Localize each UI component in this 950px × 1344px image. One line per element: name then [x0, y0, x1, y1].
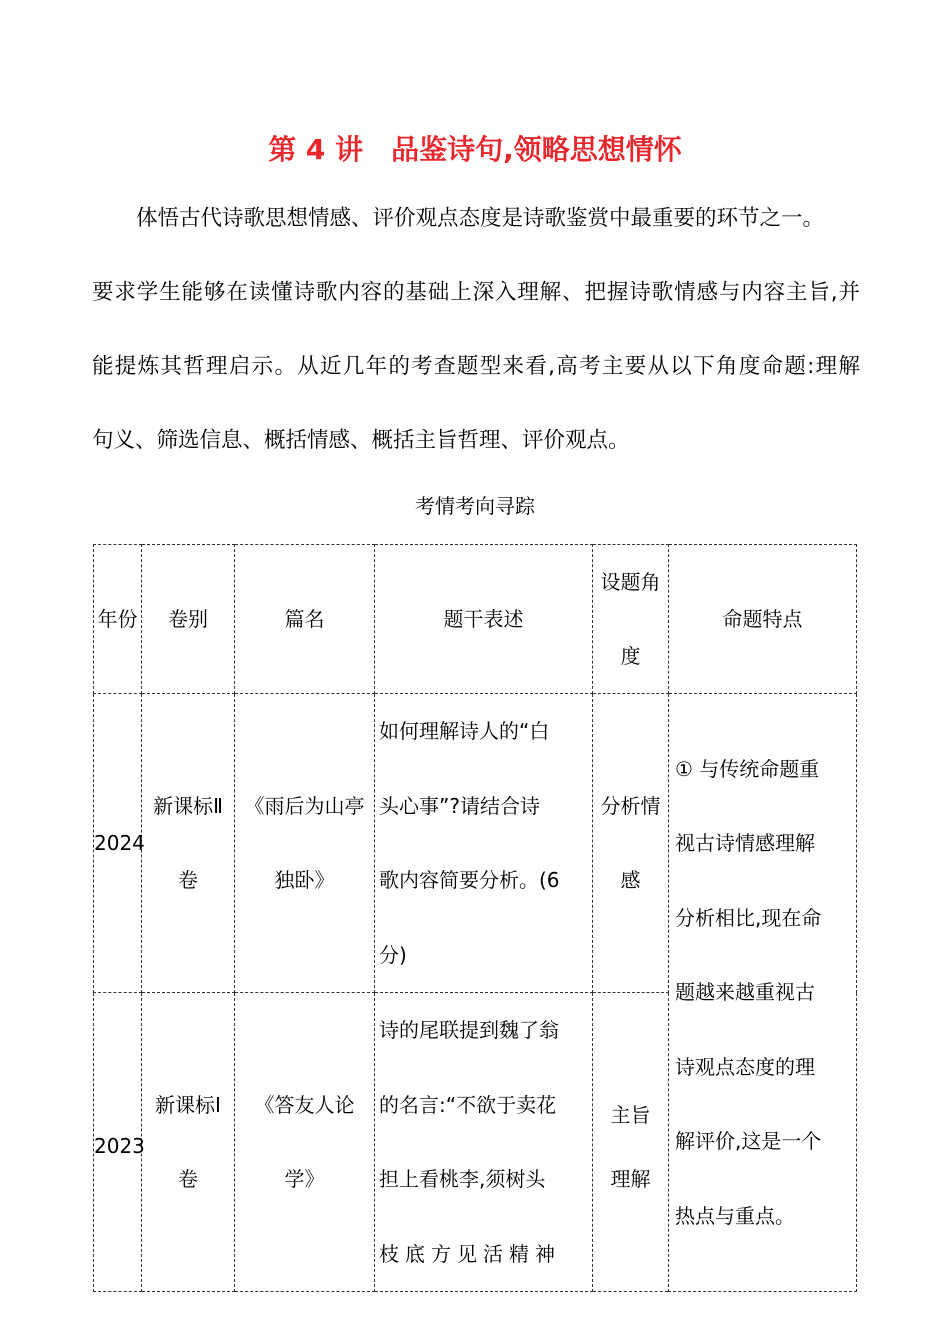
page-title	[0, 128, 950, 172]
cell-feature	[669, 694, 857, 1292]
header-question: 题干表述	[375, 545, 593, 694]
feature-line: ① 与传统命题重	[675, 756, 820, 781]
cell-paper-line: 新课标Ⅰ	[155, 1093, 221, 1117]
cell-paper-line: 新课标Ⅱ	[153, 794, 223, 818]
lecture-number: 第 4 讲	[268, 133, 364, 166]
header-year: 年份	[94, 545, 142, 694]
header-angle-line: 设题角	[600, 570, 661, 594]
header-angle	[593, 545, 669, 694]
cell-question	[375, 694, 593, 993]
lecture-topic: 品鉴诗句,领略思想情怀	[391, 133, 682, 166]
cell-question	[375, 993, 593, 1292]
question-line: 的名言:“不欲于卖花	[379, 1092, 557, 1117]
cell-angle-line: 感	[620, 868, 641, 892]
cell-angle-line: 理解	[610, 1166, 651, 1191]
cell-poem	[235, 694, 375, 993]
exam-table	[93, 544, 857, 1292]
cell-poem-line: 《答友人论	[254, 1093, 355, 1117]
cell-paper	[142, 993, 235, 1292]
feature-line: 热点与重点。	[675, 1203, 795, 1228]
feature-line: 诗观点态度的理	[675, 1054, 815, 1079]
cell-angle	[593, 694, 669, 993]
intro-paragraph	[92, 192, 860, 488]
header-poem: 篇名	[235, 545, 375, 694]
feature-line: 题越来越重视古	[675, 980, 815, 1005]
cell-angle	[593, 993, 669, 1292]
question-line: 枝底方见活精神	[379, 1241, 561, 1266]
question-line: 歌内容简要分析。(6	[379, 868, 560, 892]
header-paper: 卷别	[142, 545, 235, 694]
question-line: 诗的尾联提到魏了翁	[379, 1018, 559, 1042]
cell-angle-line: 分析情	[600, 794, 661, 818]
cell-poem	[235, 993, 375, 1292]
cell-poem-line: 独卧》	[274, 868, 335, 892]
cell-year: 2024	[94, 694, 142, 993]
table-header-row	[94, 545, 857, 694]
intro-line: 体悟古代诗歌思想情感、评价观点态度是诗歌鉴赏中最重要的环节之一。	[136, 206, 825, 231]
cell-angle-line: 主旨	[610, 1102, 651, 1127]
question-line: 担上看桃李,须树头	[379, 1167, 546, 1191]
intro-line: 能提炼其哲理启示。从近几年的考查题型来看,高考主要从以下角度命题:理解	[92, 354, 860, 379]
cell-paper	[142, 694, 235, 993]
intro-line: 句义、筛选信息、概括情感、概括主旨哲理、评价观点。	[92, 428, 630, 453]
feature-line: 解评价,这是一个	[675, 1129, 822, 1154]
cell-paper-line: 卷	[178, 1167, 198, 1191]
cell-poem-line: 学》	[284, 1167, 325, 1191]
cell-paper-line: 卷	[178, 868, 198, 892]
feature-line: 分析相比,现在命	[675, 905, 822, 930]
table-caption: 考情考向寻踪	[415, 494, 535, 518]
intro-line: 要求学生能够在读懂诗歌内容的基础上深入理解、把握诗歌情感与内容主旨,并	[92, 280, 860, 305]
question-line: 如何理解诗人的“白	[379, 719, 550, 743]
table-row	[94, 694, 857, 993]
feature-line: 视古诗情感理解	[675, 831, 815, 856]
question-line: 头心事”?请结合诗	[379, 793, 540, 818]
cell-year: 2023	[94, 993, 142, 1292]
question-line: 分)	[379, 942, 407, 967]
cell-poem-line: 《雨后为山亭	[244, 794, 365, 818]
header-feature: 命题特点	[669, 545, 857, 694]
header-angle-line: 度	[620, 644, 641, 668]
